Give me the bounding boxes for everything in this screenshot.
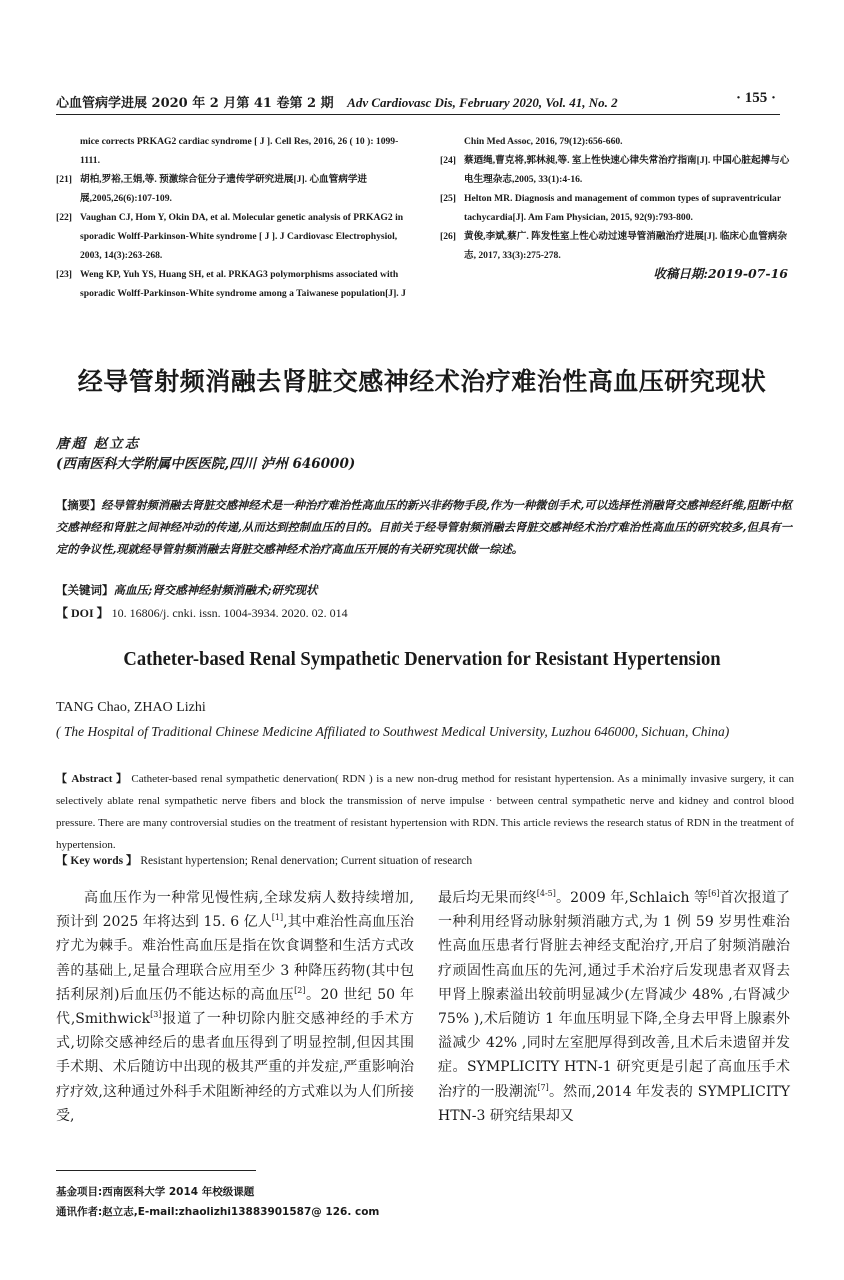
citation: [7] [537,1082,549,1092]
keywords-zh [56,582,318,598]
citation: [2] [294,985,306,995]
reference-item: [24] 蔡迺绳,曹克将,郭林昶,等. 室上性快速心律失常治疗指南[J]. 中国心脏起搏与心电生理杂志,2005, 33(1):4-16. [440,155,790,185]
citation: [1] [271,913,284,923]
citation: [4-5] [536,889,556,898]
abstract-zh [56,494,792,560]
article-title-en: Catheter-based Renal Sympathetic Denervation for Resistant Hypertension [123,648,721,670]
abstract-zh-label: 【摘要】 [56,498,102,512]
page-number: · 155 · [735,90,776,106]
keywords-en-label: 【 Key words 】 [56,855,138,867]
references-left-column [56,132,418,303]
fund-footnote: 基金项目:西南医科大学 2014 年校级课题 [56,1186,255,1198]
abstract-en-label: 【 Abstract 】 [56,773,128,785]
abstract-zh-text: 经导管射频消融去肾脏交感神经术是一种治疗难治性高血压的新兴非药物手段,作为一种微创手术,可以选择性消融肾交感神经纤维,阻断中枢交感神经和肾脏之间神经冲动的传递,从而达到控制血压的目的。目前关于经导管射频消融去肾脏交感神经术治疗难治性高血压的研究较多,但具有一定的争议性,现就经导管射频消融去肾脏交感神经术治疗高血压开展的有关研究现状做一综述。 [56,498,792,556]
header-rule [56,114,780,115]
correspondence-footnote: 通讯作者:赵立志,E-mail:zhaolizhi13883901587@ 126. com [56,1206,380,1218]
keywords-en-text: Resistant hypertension; Renal denervation; Current situation of research [140,855,473,867]
reference-item: [22] Vaughan CJ, Hom Y, Okin DA, et al. Molecular genetic analysis of PRKAG2 in sporadic Wolff-Parkinson-White syndrome [ J ]. J Cardiovasc Electrophysiol, 2003, 14(3):263-268. [56,212,404,261]
references-right-column [440,132,792,265]
reference-item: mice corrects PRKAG2 cardiac syndrome [ J ]. Cell Res, 2016, 26 ( 10 ): 1099-1111. [80,136,399,166]
doi-label: 【 DOI 】 [56,606,109,620]
running-header [56,92,618,111]
affiliation-zh: (西南医科大学附属中医医院,四川 泸州 646000) [56,456,356,472]
abstract-en [56,768,794,856]
journal-title-en: Adv Cardiovasc Dis, February 2020, Vol. 41, No. 2 [347,95,618,110]
keywords-zh-text: 高血压;肾交感神经射频消融术;研究现状 [113,583,318,597]
reference-item: [23] Weng KP, Yuh YS, Huang SH, et al. PRKAG3 polymorphisms associated with sporadic Wolff-Parkinson-White syndrome among a Taiwanese population[J]. J [56,269,406,299]
authors-zh: 唐超 赵立志 [56,436,141,452]
abstract-en-text: Catheter-based renal sympathetic denervation( RDN ) is a new non-drug method for resistant hypertension. As a minimally invasive surgery, it can selectively ablate renal sympathetic nerve fibers and block the transmission of nerve impulse · between central sympathetic nerve and kidney and control blood pressure. There are many controversial studies on the treatment of resistant hypertension with RDN. This article reviews the research status of RDN in the treatment of hypertension. [56,773,795,851]
footnote-rule [56,1170,256,1171]
body-right-column: 最后均无果而终[4-5]。2009 年,Schlaich 等[6]首次报道了一种利用经肾动脉射频消融方式,为 1 例 59 岁男性难治性高血压患者行肾脏去神经支配治疗,开启了射频消融治疗顽固性高血压的先河,通过手术治疗后发现患者双肾去甲肾上腺素溢出较前明显减少(左肾减少 48% ,右肾减少 75% ),术后随访 1 年血压明显下降,全身去甲肾上腺素外溢减少 42% ,同时左室肥厚得到改善,且术后未遗留并发症。SYMPLICITY HTN-1 研究更是引起了高血压手术治疗的一股潮流[7]。然而,2014 年发表的 SYMPLICITY HTN-3 研究结果却又 [438,889,791,1124]
received-date: 收稿日期:2019-07-16 [653,266,788,281]
journal-title-zh: 心血管病学进展 2020 年 2 月第 41 卷第 2 期 [56,96,334,111]
reference-item: [25] Helton MR. Diagnosis and management of common types of supraventricular tachycardia[J]. Am Fam Physician, 2015, 92(9):793-800. [440,193,781,223]
authors-en: TANG Chao, ZHAO Lizhi [56,700,206,715]
doi-text: 10. 16806/j. cnki. issn. 1004-3934. 2020. 02. 014 [111,606,348,620]
body-left-column: 高血压作为一种常见慢性病,全球发病人数持续增加,预计到 2025 年将达到 15. 6 亿人[1],其中难治性高血压治疗尤为棘手。难治性高血压是指在饮食调整和生活方式改善的基础上,足量合理联合应用至少 3 种降压药物(其中包括利尿剂)后血压仍不能达标的高血压[2]。20 世纪 50 年代,Smithwick[3]报道了一种切除内脏交感神经的手术方式,切除交感神经后的患者血压得到了明显控制,但因其围手术期、术后随访中出现的极其严重的并发症,严重影响治疗疗效,这种通过外科手术阻断神经的方式难以为人们所接受, [56,890,415,1124]
citation: [3] [150,1010,162,1020]
article-title-zh: 经导管射频消融去肾脏交感神经术治疗难治性高血压研究现状 [77,367,767,396]
affiliation-en: ( The Hospital of Traditional Chinese Medicine Affiliated to Southwest Medical University, Luzhou 646000, Sichuan, China) [56,724,730,739]
doi [56,604,348,621]
keywords-zh-label: 【关键词】 [56,583,114,597]
citation: [6] [708,889,720,898]
reference-item: [21] 胡柏,罗裕,王娟,等. 预激综合征分子遗传学研究进展[J]. 心血管病学进展,2005,26(6):107-109. [56,174,368,204]
keywords-en [56,852,472,868]
reference-item: Chin Med Assoc, 2016, 79(12):656-660. [464,136,623,147]
reference-item: [26] 黄俊,李斌,蔡广. 阵发性室上性心动过速导管消融治疗进展[J]. 临床心血管病杂志, 2017, 33(3):275-278. [440,231,787,261]
